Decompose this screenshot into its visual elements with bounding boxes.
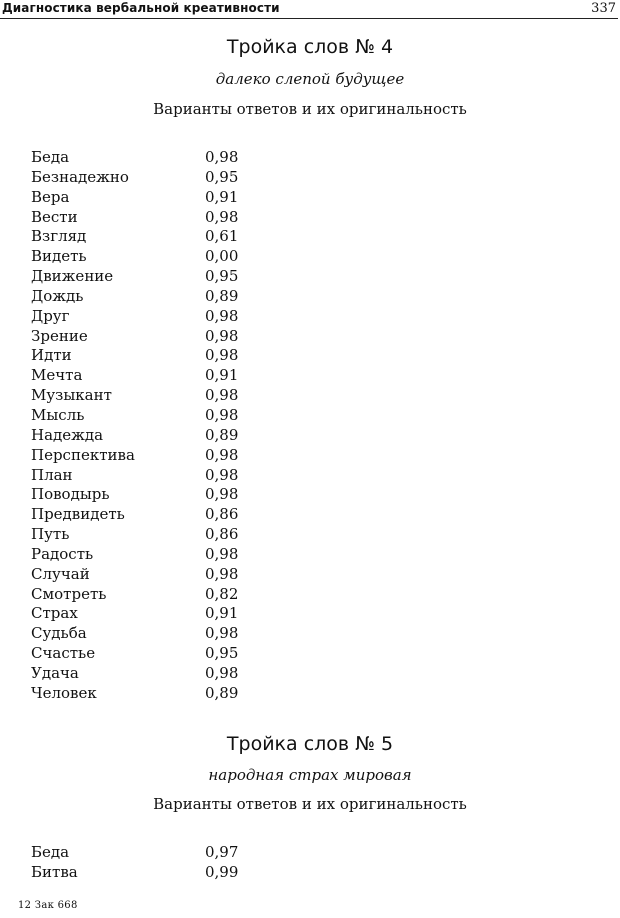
answer-word: Человек: [31, 683, 97, 702]
answer-row: [31, 346, 331, 366]
originality-score: 0,89: [205, 683, 239, 702]
answer-row: [31, 664, 331, 684]
answer-word: Беда: [31, 843, 70, 861]
answer-row: [31, 565, 331, 585]
answer-row: [31, 287, 331, 307]
answer-row: [31, 525, 331, 545]
originality-score: 0,98: [205, 405, 239, 424]
answer-word: Предвидеть: [31, 505, 125, 524]
originality-score: 0,86: [205, 505, 239, 524]
originality-score: 0,91: [205, 366, 239, 385]
answer-row: [31, 466, 331, 486]
section-title-4: Тройка слов № 4: [226, 36, 394, 58]
answer-row: [31, 148, 331, 168]
answer-word: Надежда: [31, 425, 104, 444]
answer-word: Движение: [31, 267, 114, 286]
answer-word: Видеть: [31, 247, 87, 266]
originality-score: 0,89: [205, 425, 239, 444]
word-triad-5: народная страх мировая: [208, 766, 412, 784]
answer-row: [31, 863, 331, 883]
originality-score: 0,98: [205, 485, 239, 504]
originality-score: 0,98: [205, 207, 239, 226]
answer-word: Перспектива: [31, 445, 135, 464]
answer-word: Смотреть: [31, 584, 107, 603]
originality-score: 0,95: [205, 267, 239, 286]
section-title-5: Тройка слов № 5: [226, 733, 394, 755]
answer-word: Взгляд: [31, 227, 87, 246]
answer-word: Поводырь: [31, 485, 110, 504]
answer-row: [31, 227, 331, 247]
answer-row: [31, 426, 331, 446]
originality-score: 0,98: [205, 306, 239, 325]
originality-score: 0,99: [205, 862, 239, 881]
answer-word: Идти: [31, 346, 72, 365]
originality-score: 0,00: [205, 247, 239, 266]
answer-word: Безнадежно: [31, 167, 129, 186]
originality-score: 0,98: [205, 663, 239, 682]
printer-mark: 12 Зак 668: [18, 900, 78, 911]
answer-word: План: [31, 465, 73, 484]
answer-word: Музыкант: [31, 386, 112, 405]
originality-score: 0,98: [205, 564, 239, 583]
originality-score: 0,98: [205, 465, 239, 484]
originality-score: 0,98: [205, 326, 239, 345]
answer-row: [31, 406, 331, 426]
originality-score: 0,98: [205, 544, 239, 563]
answer-row: [31, 307, 331, 327]
answer-row: [31, 684, 331, 704]
originality-score: 0,95: [205, 644, 239, 663]
originality-score: 0,95: [205, 167, 239, 186]
answer-row: [31, 485, 331, 505]
answer-list-5: [31, 843, 331, 883]
originality-score: 0,98: [205, 386, 239, 405]
answer-word: Битва: [31, 862, 78, 881]
answer-row: [31, 188, 331, 208]
answer-word: Зрение: [31, 326, 88, 345]
answers-subheading-5: Варианты ответов и их оригинальность: [153, 795, 467, 813]
originality-score: 0,98: [205, 148, 239, 166]
answer-row: [31, 585, 331, 605]
originality-score: 0,98: [205, 346, 239, 365]
answer-word: Беда: [31, 148, 70, 166]
answer-row: [31, 247, 331, 267]
answer-word: Вести: [31, 207, 78, 226]
answer-row: [31, 644, 331, 664]
answer-row: [31, 366, 331, 386]
answer-word: Счастье: [31, 644, 96, 663]
originality-score: 0,61: [205, 227, 239, 246]
answer-word: Вера: [31, 187, 70, 206]
answer-word: Друг: [31, 306, 70, 325]
originality-score: 0,98: [205, 624, 239, 643]
answer-row: [31, 168, 331, 188]
answer-word: Радость: [31, 544, 94, 563]
answer-row: [31, 327, 331, 347]
answer-row: [31, 545, 331, 565]
answer-word: Дождь: [31, 286, 84, 305]
answer-word: Случай: [31, 564, 90, 583]
answer-row: [31, 604, 331, 624]
page-number: 337: [591, 1, 616, 16]
originality-score: 0,91: [205, 604, 239, 623]
answer-row: [31, 624, 331, 644]
originality-score: 0,98: [205, 445, 239, 464]
answer-word: Мысль: [31, 405, 85, 424]
answer-word: Путь: [31, 525, 70, 544]
originality-score: 0,86: [205, 525, 239, 544]
word-triad-4: далеко слепой будущее: [215, 70, 405, 88]
answer-row: [31, 843, 331, 863]
originality-score: 0,82: [205, 584, 239, 603]
answer-row: [31, 446, 331, 466]
running-title: Диагностика вербальной креативности: [2, 1, 280, 15]
running-header: [0, 0, 618, 19]
originality-score: 0,89: [205, 286, 239, 305]
answer-row: [31, 208, 331, 228]
answer-word: Удача: [31, 663, 79, 682]
originality-score: 0,91: [205, 187, 239, 206]
answers-subheading-4: Варианты ответов и их оригинальность: [153, 100, 467, 118]
answer-row: [31, 386, 331, 406]
answer-row: [31, 267, 331, 287]
answer-word: Судьба: [31, 624, 87, 643]
answer-list-4: [31, 148, 331, 704]
answer-word: Мечта: [31, 366, 83, 385]
originality-score: 0,97: [205, 843, 239, 861]
answer-word: Страх: [31, 604, 78, 623]
answer-row: [31, 505, 331, 525]
